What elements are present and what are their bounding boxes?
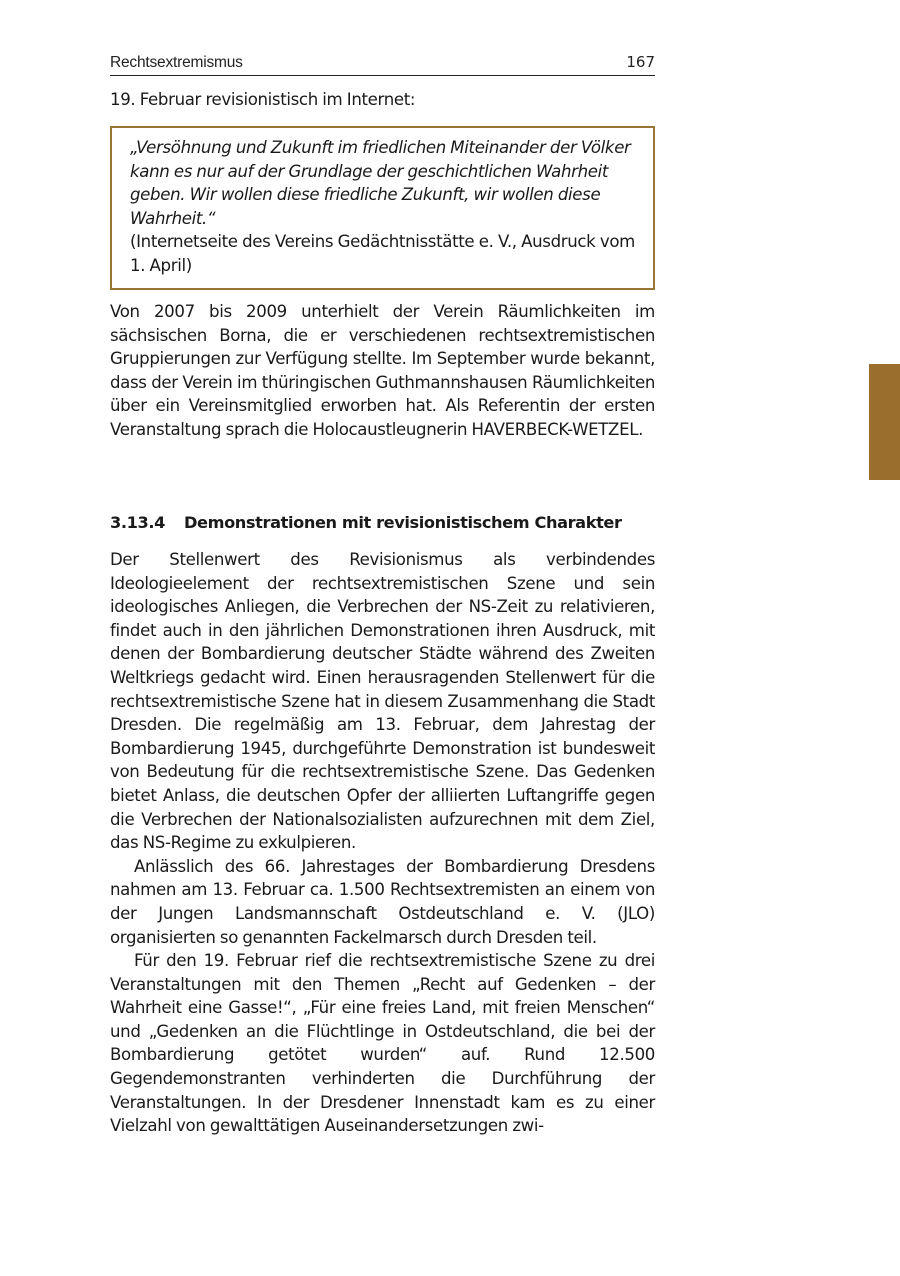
section-body <box>110 548 655 1138</box>
paragraph-verein: Von 2007 bis 2009 unterhielt der Verein Räumlichkeiten im sächsischen Borna, die er verschiedenen rechtsextremistischen Gruppierungen zur Verfügung stellte. Im September wurde bekannt, dass der Verein im thüringischen Guthmannshausen Räumlichkeiten über ein Vereinsmitglied erworben hat. Als Referentin der ersten Veranstaltung sprach die Holocaustleugnerin HAVERBECK-WETZEL. <box>110 302 655 439</box>
quote-text: „Versöhnung und Zukunft im friedlichen Miteinander der Völker kann es nur auf der Grundlage der geschichtlichen Wahrheit geben. Wir wollen diese friedliche Zukunft, wir wollen diese Wahrheit.“ <box>130 138 631 228</box>
intro-line: 19. Februar revisionistisch im Internet: <box>110 90 416 109</box>
chapter-thumb-tab <box>869 364 900 480</box>
running-head-title: Rechtsextremismus <box>110 54 243 71</box>
paragraph-19-februar: Für den 19. Februar rief die rechtsextremistische Szene zu drei Veranstaltungen mit den Themen „Recht auf Gedenken – der Wahrheit eine Gasse!“, „Für eine freies Land, mit freien Menschen“ und „Gedenken an die Flüchtlinge in Ostdeutschland, die bei der Bombardierung getötet wurden“ auf. Rund 12.500 Gegendemonstranten verhinderten die Durchführung der Veranstaltungen. In der Dresdener Innenstadt kam es zu einer Vielzahl von gewalttätigen Auseinandersetzungen zwi- <box>110 951 655 1136</box>
quote-box <box>110 126 655 290</box>
paragraph-stellenwert: Der Stellenwert des Revisionismus als verbindendes Ideologieelement der rechtsextremistischen Szene und sein ideologisches Anliegen, die Verbrechen der NS-Zeit zu relativieren, findet auch in den jährlichen Demonstrationen ihren Ausdruck, mit denen der Bombardierung deutscher Städte während des Zweiten Weltkriegs gedacht wird. Einen herausragenden Stellenwert für die rechtsextremistische Szene hat in diesem Zusammenhang die Stadt Dresden. Die regelmäßig am 13. Februar, dem Jahrestag der Bombardierung 1945, durchgeführte Demonstration ist bundesweit von Bedeutung für die rechtsextremistische Szene. Das Gedenken bietet Anlass, die deutschen Opfer der alliierten Luftangriffe gegen die Verbrechen der Nationalsozialisten aufzurechnen mit dem Ziel, das NS-Regime zu exkulpieren. <box>110 550 655 853</box>
paragraph-jahrestag: Anlässlich des 66. Jahrestages der Bombardierung Dresdens nahmen am 13. Februar ca. 1.500 Rechtsextremisten an einem von der Jungen Landsmannschaft Ostdeutschland e. V. (JLO) organisierten so genannten Fackelmarsch durch Dresden teil. <box>110 856 655 947</box>
running-head <box>110 53 655 76</box>
page-number: 167 <box>626 53 655 71</box>
section-number: 3.13.4 <box>110 513 165 532</box>
quote-source: (Internetseite des Vereins Gedächtnisstätte e. V., Ausdruck vom 1. April) <box>130 232 635 275</box>
section-title: Demonstrationen mit revisionistischem Charakter <box>184 513 622 532</box>
section-heading <box>110 513 655 532</box>
